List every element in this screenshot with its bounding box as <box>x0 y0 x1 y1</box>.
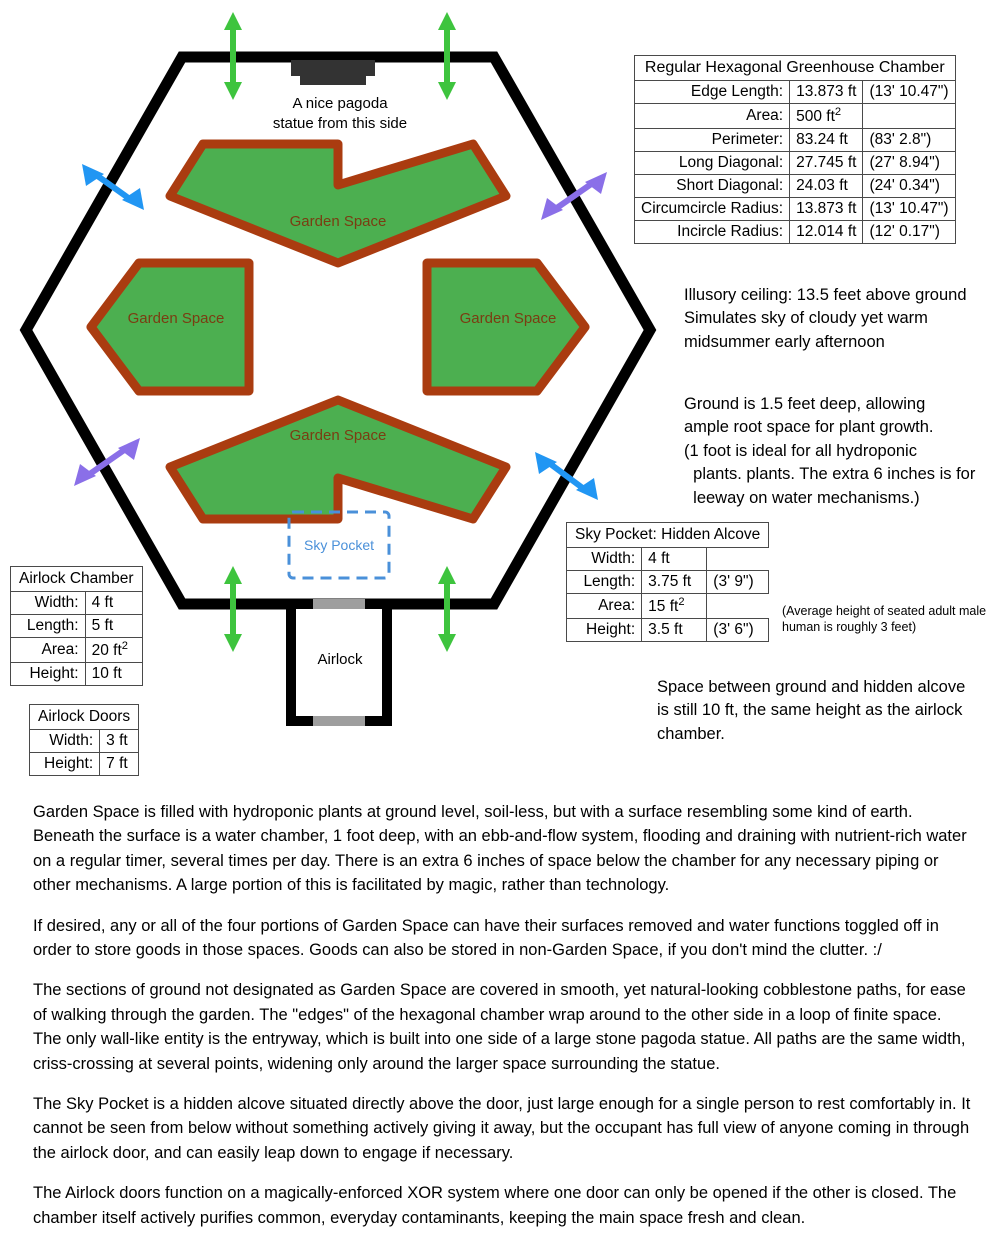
row-value: 4 ft <box>85 592 142 615</box>
table-row-title <box>11 567 143 592</box>
row-label: Area: <box>11 638 86 663</box>
paragraph-garden-space: Garden Space is filled with hydroponic plants at ground level, soil-less, but with a surface resembling some kind of earth. Beneath the surface is a water chamber, 1 foot deep, with an ebb-and-flow system, flooding and draining with nutrient-rich water on a regular timer, several times per day. There is an extra 6 inches of space below the chamber for any necessary piping or other mechanisms. A large portion of this is facilitated by magic, rather than technology. <box>33 803 967 895</box>
airlock-doors-spec-title: Airlock Doors <box>30 705 139 730</box>
row-alt <box>863 104 955 129</box>
row-value-exponent: 2 <box>834 106 842 118</box>
row-label: Edge Length: <box>635 81 790 104</box>
row-label: Width: <box>567 548 642 571</box>
garden-space-top-label: Garden Space <box>289 213 387 230</box>
table-row <box>635 129 956 152</box>
row-value: 13.873 ft <box>790 81 863 104</box>
sky-pocket-spec-title: Sky Pocket: Hidden Alcove <box>567 523 769 548</box>
sky-pocket-spec-table <box>566 522 769 642</box>
row-label: Height: <box>30 753 100 776</box>
row-alt: (3' 9") <box>707 571 769 594</box>
row-alt: (27' 8.94") <box>863 152 955 175</box>
table-row <box>30 730 139 753</box>
row-value-exponent: 2 <box>678 596 685 608</box>
row-value: 5 ft <box>85 615 142 638</box>
airlock-chamber-spec-table <box>10 566 143 686</box>
row-value: 27.745 ft <box>790 152 863 175</box>
row-label: Area: <box>567 594 642 619</box>
table-row-title <box>567 523 769 548</box>
row-value: 15 $ft^2$ <box>642 594 707 619</box>
row-alt: (83' 2.8") <box>863 129 955 152</box>
table-row <box>635 152 956 175</box>
table-row <box>567 571 769 594</box>
row-label: Length: <box>567 571 642 594</box>
table-row-title <box>30 705 139 730</box>
table-row <box>635 221 956 244</box>
table-row <box>11 663 143 686</box>
row-value: 20 $ft^2$ <box>85 638 142 663</box>
pagoda-statue <box>291 60 375 85</box>
paragraph-paths: The sections of ground not designated as Garden Space are covered in smooth, yet natural-looking cobblestone paths, for ease of walking through the garden. The "edges" of the hexagonal chamber wrap around to the other side in a loop of finite space. The only wall-like entity is the entryway, which is built into one side of a large stone pagoda statue. All paths are the same width, criss-crossing at several points, widening only around the larger space surrounding the statue. <box>33 981 966 1073</box>
row-alt: (24' 0.34") <box>863 175 955 198</box>
row-value: 500 $ft^2$ <box>790 104 863 129</box>
row-label: Perimeter: <box>635 129 790 152</box>
row-alt: (13' 10.47") <box>863 81 955 104</box>
table-row <box>635 81 956 104</box>
hexagon-spec-table <box>634 55 956 244</box>
row-label: Incircle Radius: <box>635 221 790 244</box>
row-value: 3.75 ft <box>642 571 707 594</box>
row-alt: (13' 10.47") <box>863 198 955 221</box>
sky-pocket-label: Sky Pocket <box>303 537 375 553</box>
row-label: Width: <box>11 592 86 615</box>
table-row <box>11 592 143 615</box>
table-row <box>635 175 956 198</box>
garden-space-right-label-1: Garden Space <box>459 310 557 327</box>
paragraph-airlock: The Airlock doors function on a magically-enforced XOR system where one door can only be opened if the other is closed. The chamber itself actively purifies common, everyday contaminants, keeping the main space fresh and clean. <box>33 1184 957 1227</box>
garden-space-left-label-1: Garden Space <box>127 310 225 327</box>
table-row <box>11 615 143 638</box>
note-alcove-space: Space between ground and hidden alcove is still 10 ft, the same height as the airlock chamber. <box>657 678 966 743</box>
paragraph-sky-pocket: The Sky Pocket is a hidden alcove situated directly above the door, just large enough for a single person to rest comfortably in. It cannot be seen from below without something actively giving it away, but the occupant has full view of anyone coming in through the airlock door, and can easily leap down to engage if necessary. <box>33 1095 971 1162</box>
hexagon-spec-title: Regular Hexagonal Greenhouse Chamber <box>635 56 956 81</box>
airlock-chamber-spec-title: Airlock Chamber <box>11 567 143 592</box>
table-row <box>635 198 956 221</box>
table-row <box>30 753 139 776</box>
row-label: Width: <box>30 730 100 753</box>
table-row <box>635 104 956 129</box>
row-value: 13.873 ft <box>790 198 863 221</box>
garden-space-bottom-label: Garden Space <box>289 427 387 444</box>
row-label: Area: <box>635 104 790 129</box>
paragraph-storage: If desired, any or all of the four portions of Garden Space can have their surfaces removed and water functions toggled off in order to store goods in those spaces. Goods can also be stored in non-Garden Space, if you don't mind the clutter. :/ <box>33 916 939 960</box>
airlock-caption: Airlock <box>317 651 363 668</box>
row-value: 83.24 ft <box>790 129 863 152</box>
airlock-doors-spec-table <box>29 704 139 776</box>
table-row <box>11 638 143 663</box>
table-row <box>567 594 769 619</box>
note-ground-depth: Ground is 1.5 feet deep, allowing ample root space for plant growth. (1 foot is ideal for all hydroponic plants. plants. The extra 6 inches is for leeway on water mechanisms.) <box>684 395 976 507</box>
row-value: 24.03 ft <box>790 175 863 198</box>
row-value: 3.5 ft <box>642 619 707 642</box>
row-value: 10 ft <box>85 663 142 686</box>
row-value: 4 ft <box>642 548 707 571</box>
row-label: Height: <box>567 619 642 642</box>
note-seated-height: (Average height of seated adult male human is roughly 3 feet) <box>782 604 987 635</box>
row-label: Height: <box>11 663 86 686</box>
row-value: 7 ft <box>100 753 139 776</box>
table-row <box>567 548 769 571</box>
note-illusory-ceiling: Illusory ceiling: 13.5 feet above ground Simulates sky of cloudy yet warm midsummer early afternoon <box>684 286 967 351</box>
row-label: Length: <box>11 615 86 638</box>
row-value-exponent: 2 <box>121 640 128 652</box>
row-label: Long Diagonal: <box>635 152 790 175</box>
row-label: Short Diagonal: <box>635 175 790 198</box>
row-label: Circumcircle Radius: <box>635 198 790 221</box>
table-row <box>567 619 769 642</box>
table-row-title <box>635 56 956 81</box>
row-value: 3 ft <box>100 730 139 753</box>
row-alt: (3' 6") <box>707 619 769 642</box>
description-text <box>33 800 973 1246</box>
row-value: 12.014 ft <box>790 221 863 244</box>
row-alt: (12' 0.17") <box>863 221 955 244</box>
pagoda-caption: A nice pagoda statue from this side <box>272 95 408 133</box>
